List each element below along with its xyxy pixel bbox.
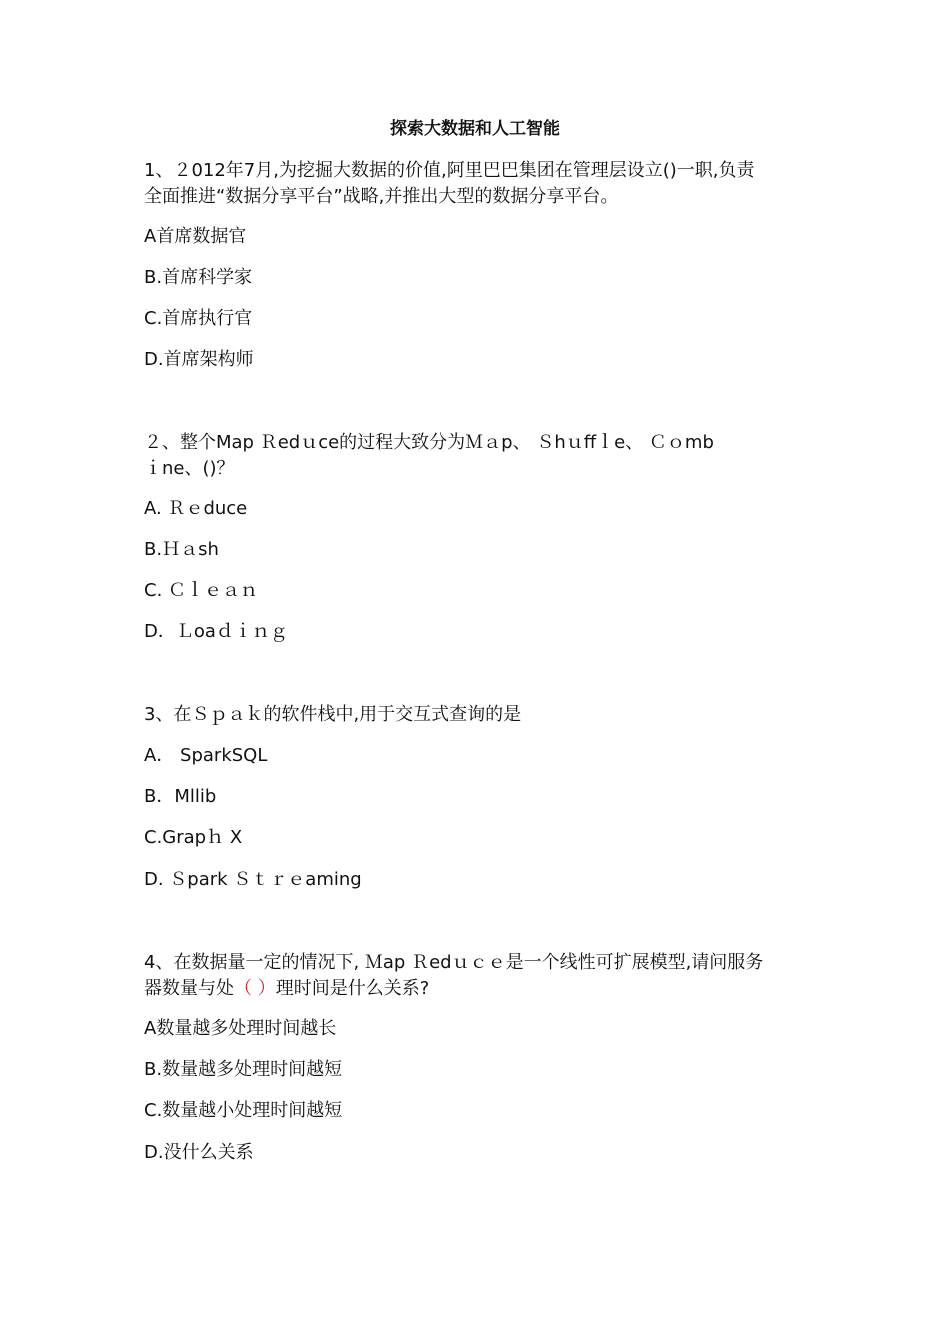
question-2-option-a: A. Ｒｅduce [144,498,248,519]
question-1-stem-line-1: 1、２012年7月,为挖掘大数据的价值,阿里巴巴集团在管理层设立()一职,负责 [144,160,755,181]
question-3-option-b: B．Mllib [144,786,217,807]
question-1-stem-line-2: 全面推进“数据分享平台”战略,并推出大型的数据分享平台。 [144,186,619,207]
question-1-option-b: B.首席科学家 [144,267,253,288]
question-4-option-a: A数量越多处理时间越长 [144,1018,337,1039]
question-2-stem-line-1: ２、整个Map Ｒedｕce的过程大致分为Ｍａp、 Ｓhｕffｌe、 Ｃｏmb [144,432,714,453]
question-3-option-c: C.Grapｈ X [144,827,243,848]
question-2-option-c: C. Ｃｌｅａｎ [144,580,259,601]
question-4-stem-line-2 [144,976,814,1002]
question-2-option-b: B.Ｈａsh [144,539,219,560]
question-1-option-c: C.首席执行官 [144,308,253,329]
question-4-stem-line-2-pre: 器数量与处 [144,978,234,999]
question-3-option-d: D. Ｓpark Ｓｔｒｅaming [144,869,362,890]
question-4-option-c: C.数量越小处理时间越短 [144,1100,343,1121]
question-3-stem: 3、在Ｓｐａｋ的软件栈中,用于交互式查询的是 [144,704,522,725]
question-1-option-d: D.首席架构师 [144,349,254,370]
question-2-stem-line-2: ｉne、()？ [144,458,235,479]
question-4-option-d: D.没什么关系 [144,1142,254,1163]
question-4-stem-line-1: 4、在数据量一定的情况下, Ｍap Ｒedｕｃｅ是一个线性可扩展模型,请问服务 [144,952,764,973]
question-4-blank-parentheses: （ ） [234,978,276,999]
question-3-option-a: A． SparkSQL [144,745,268,766]
question-2-option-d: D．Ｌoaｄｉｎｇ [144,621,288,642]
document-title: 探索大数据和人工智能 [390,119,560,139]
question-4-stem-line-2-post: 理时间是什么关系? [275,978,430,999]
question-1-option-a: A首席数据官 [144,226,247,247]
question-4-option-b: B.数量越多处理时间越短 [144,1059,343,1080]
